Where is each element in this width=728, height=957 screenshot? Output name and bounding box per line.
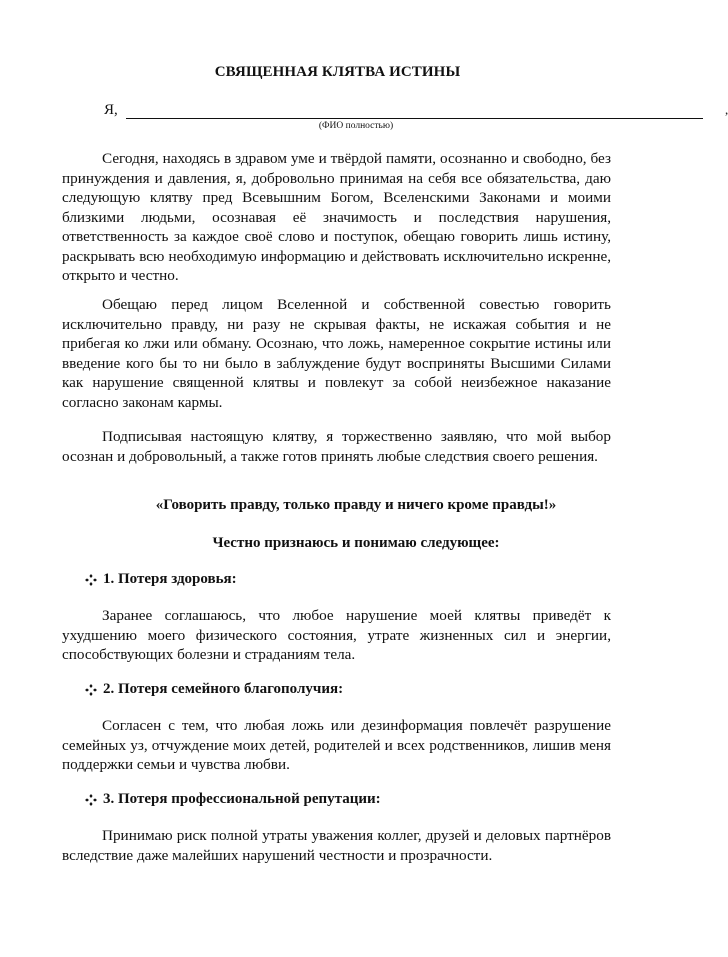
section-text-health: Заранее соглашаюсь, что любое нарушение моей клятвы приведёт к ухудшению моего физического состояния, утрате жизненных сил и энергии, способствующих болезни и страданиям тела.	[62, 607, 611, 663]
fio-row	[104, 100, 728, 122]
fio-prefix: Я,	[104, 102, 118, 118]
paragraph-promise: Обещаю перед лицом Вселенной и собственной совестью говорить исключительно правду, ни разу не скрывая факты, не искажая события и не прибегая ко лжи или обману. Осознаю, что ложь, намеренное сокрытие истины или введение кого бы то ни было в заблуждение будут восприняты Высшими Силами как нарушение священной клятвы и повлекут за собой неизбежное наказание согласно законам кармы.	[62, 296, 611, 411]
document-title: СВЯЩЕННАЯ КЛЯТВА ИСТИНЫ	[214, 64, 461, 80]
section-heading-text: 1. Потеря здоровья:	[103, 571, 237, 587]
section-heading-health	[85, 571, 237, 588]
section-heading-text: 2. Потеря семейного благополучия:	[103, 681, 344, 697]
four-diamond-bullet-icon	[85, 574, 97, 586]
paragraph-signing: Подписывая настоящую клятву, я торжественно заявляю, что мой выбор осознан и добровольный, а также готов принять любые следствия своего решения.	[62, 428, 611, 465]
paragraph-intro: Сегодня, находясь в здравом уме и твёрдой памяти, осознанно и свободно, без принуждения и давления, я, добровольно принимая на себя все обязательства, даю следующую клятву пред Всевышним Богом, Вселенскими Законами и моими близкими людьми, осознавая её значимость и последствия нарушения, ответственность за каждое своё слово и поступок, обещаю говорить лишь истину, раскрывать всю необходимую информацию и действовать исключительно искренне, открыто и честно.	[62, 150, 611, 284]
section-heading-reputation	[85, 791, 381, 808]
section-text-family: Согласен с тем, что любая ложь или дезинформация повлечёт разрушение семейных уз, отчуждение моих детей, родителей и всех родственников, лишив меня поддержки семьи и чувства любви.	[62, 717, 611, 773]
fio-suffix: ,	[725, 102, 728, 117]
fio-hint: (ФИО полностью)	[318, 121, 394, 131]
four-diamond-bullet-icon	[85, 794, 97, 806]
section-heading-text: 3. Потеря профессиональной репутации:	[103, 791, 381, 807]
section-text-reputation: Принимаю риск полной утраты уважения коллег, друзей и деловых партнёров вследствие даже малейших нарушений честности и прозрачности.	[62, 827, 611, 864]
four-diamond-bullet-icon	[85, 684, 97, 696]
acknowledgement-heading: Честно признаюсь и понимаю следующее:	[212, 535, 500, 551]
fio-input-line[interactable]	[126, 118, 703, 119]
motto: «Говорить правду, только правду и ничего кроме правды!»	[155, 497, 557, 513]
section-heading-family	[85, 681, 343, 698]
